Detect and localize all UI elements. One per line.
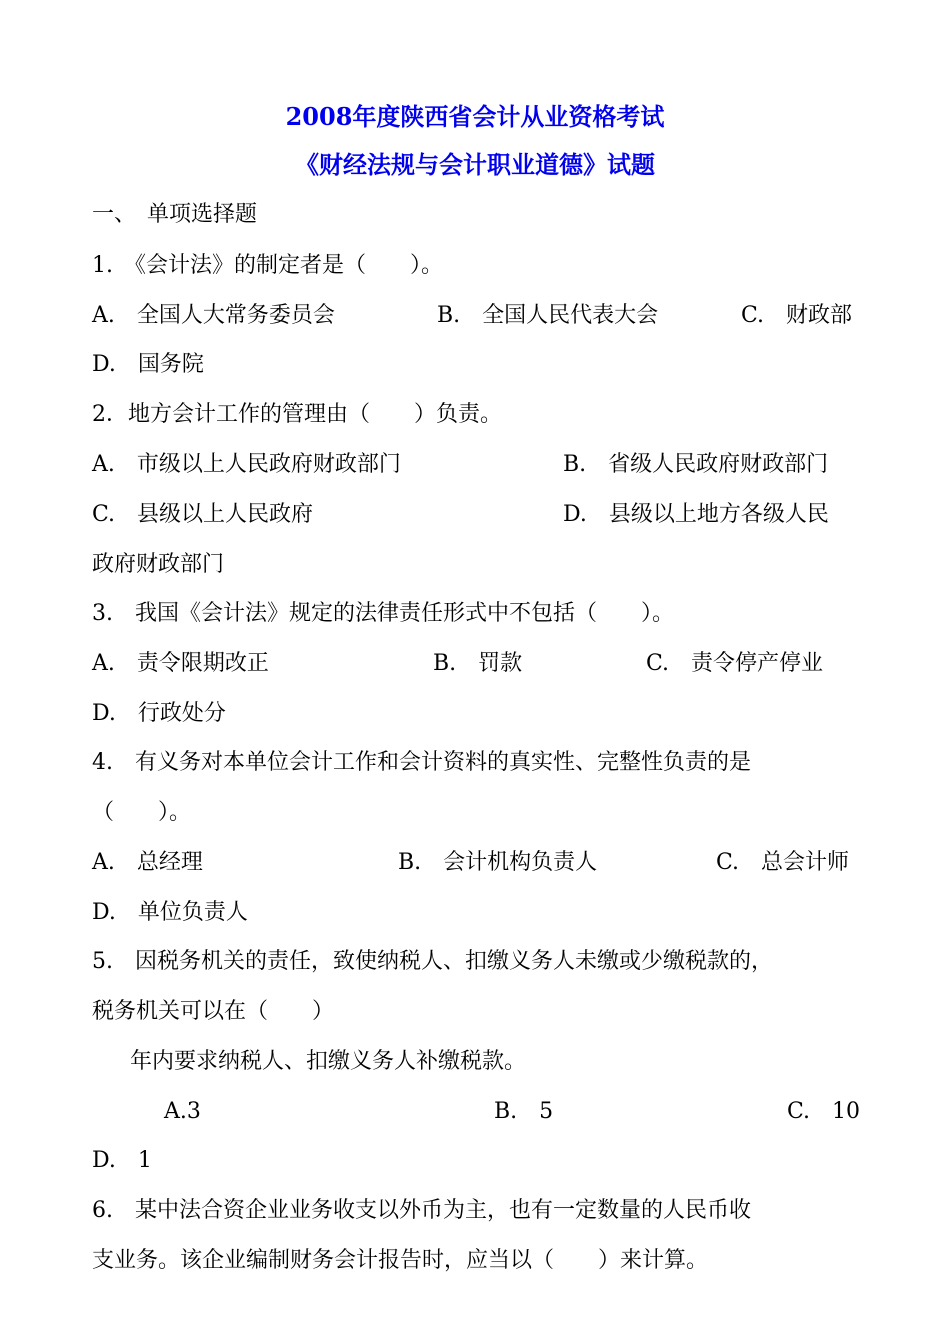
section-heading: 一、 单项选择题 xyxy=(92,202,258,227)
question-4-option-b: B. 会计机构负责人 xyxy=(398,850,598,875)
page-title-line-1: 2008年度陕西省会计从业资格考试 xyxy=(285,102,665,131)
question-1-stem: 1. 《会计法》的制定者是（ ）。 xyxy=(92,253,443,278)
question-2-option-c: C. 县级以上人民政府 xyxy=(92,502,314,527)
question-1-option-d: D. 国务院 xyxy=(92,352,204,377)
question-4-option-a: A. 总经理 xyxy=(92,850,203,875)
question-3-stem: 3. 我国《会计法》规定的法律责任形式中不包括（ ）。 xyxy=(92,601,674,626)
question-1-option-c: C. 财政部 xyxy=(741,303,853,328)
question-5-stem: 5. 因税务机关的责任，致使纳税人、扣缴义务人未缴或少缴税款的， xyxy=(92,949,773,974)
question-3-option-c: C. 责令停产停业 xyxy=(646,651,824,676)
question-5-option-b: B. 5 xyxy=(494,1099,554,1124)
question-2-option-d-continued: 政府财政部门 xyxy=(92,552,225,577)
question-4-option-c: C. 总会计师 xyxy=(716,850,850,875)
question-4-stem: 4. 有义务对本单位会计工作和会计资料的真实性、完整性负责的是 xyxy=(92,750,751,775)
question-2-option-b: B. 省级人民政府财政部门 xyxy=(563,452,829,477)
question-2-stem: 2．地方会计工作的管理由（ ）负责。 xyxy=(92,402,502,427)
question-2-option-d: D. 县级以上地方各级人民 xyxy=(563,502,829,527)
question-1-option-a: A. 全国人大常务委员会 xyxy=(92,303,335,328)
question-5-option-c: C. 10 xyxy=(787,1099,861,1124)
question-3-option-b: B. 罚款 xyxy=(433,651,523,676)
question-4-option-d: D. 单位负责人 xyxy=(92,900,248,925)
question-2-option-a: A. 市级以上人民政府财政部门 xyxy=(92,452,401,477)
question-5-stem-continued: 税务机关可以在（ ） xyxy=(92,999,335,1024)
page-title-line-2: 《财经法规与会计职业道德》试题 xyxy=(295,150,655,179)
question-5-stem-continued-2: 年内要求纳税人、扣缴义务人补缴税款。 xyxy=(130,1049,527,1074)
question-4-stem-continued: （ ）。 xyxy=(92,800,192,825)
question-1-option-b: B. 全国人民代表大会 xyxy=(437,303,659,328)
question-6-stem-continued: 支业务。该企业编制财务会计报告时，应当以（ ）来计算。 xyxy=(92,1248,709,1273)
question-3-option-a: A. 责令限期改正 xyxy=(92,651,269,676)
question-5-option-a: A.3 xyxy=(164,1099,201,1124)
question-3-option-d: D. 行政处分 xyxy=(92,701,226,726)
question-6-stem: 6. 某中法合资企业业务收支以外币为主，也有一定数量的人民币收 xyxy=(92,1198,751,1223)
question-5-option-d: D. 1 xyxy=(92,1148,152,1173)
